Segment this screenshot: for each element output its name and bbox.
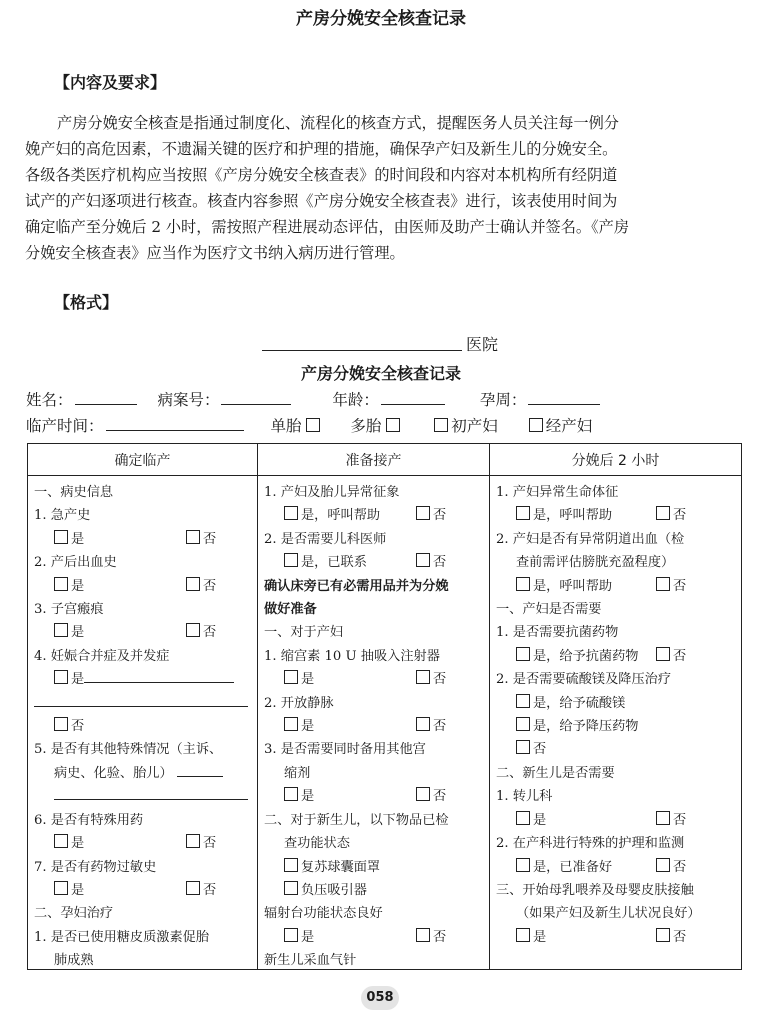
col2-item-suction: 负压吸引器 [264,879,489,902]
col1-q5-cont: 病史、化验、胎儿） [34,762,257,785]
col2-warmer-options [264,926,489,949]
record-no-field[interactable] [221,390,291,405]
c2q2-no-checkbox[interactable] [416,553,430,567]
yes-label: 是 [301,672,315,688]
primipara-checkbox[interactable] [434,418,448,432]
q4-detail-field-2[interactable] [34,694,248,707]
col1-q8-cont: 肺成熟 [54,953,94,969]
header-postpartum-2h: 分娩后 2 小时 [490,444,742,476]
c2q5-no-checkbox[interactable] [416,787,430,801]
section-heading-format: 【格式】 [54,293,119,312]
c3q6-no-checkbox[interactable] [656,858,670,872]
c3q1-yes-checkbox[interactable] [516,506,530,520]
q6-yes-checkbox[interactable] [54,834,68,848]
multiple-fetus-checkbox[interactable] [386,418,400,432]
col3-section-newborn: 二、新生儿是否需要 [496,765,615,781]
warmer-no-checkbox[interactable] [416,928,430,942]
safety-check-table [27,443,742,970]
single-fetus-checkbox[interactable] [306,418,320,432]
col2-q2: 2. 是否需要儿科医师 [264,531,387,547]
page-number: 058 [361,986,399,1010]
col1-section-treatment: 二、孕妇治疗 [34,906,114,922]
col1-q3: 3. 子宫瘢痕 [34,602,104,618]
name-label: 姓名： [26,391,73,409]
multiple-fetus-label: 多胎 [350,417,382,435]
col3-section-breastfeeding-cont: （如果产妇及新生儿状况良好） [516,906,701,922]
col3-q3: 1. 是否需要抗菌药物 [496,625,619,641]
no-label: 否 [673,859,687,875]
col1-q2: 2. 产后出血史 [34,555,117,571]
paragraph-line: 试产的产妇逐项进行核查。核查内容参照《产房分娩安全核查表》进行，该表使用时间为 [25,192,618,211]
yes-label: 是 [71,836,85,852]
intro-paragraph [25,110,745,267]
yes-label: 是 [533,812,547,828]
col1-q4-blank-line [34,692,257,715]
c3q5-no-checkbox[interactable] [656,811,670,825]
col2-q5: 3. 是否需要同时备用其他宫 [264,742,426,758]
bag-mask-checkbox[interactable] [284,858,298,872]
col2-item-bag-mask: 复苏球囊面罩 [264,856,489,879]
hospital-name-field[interactable] [262,350,462,351]
col1-q7-options [34,879,257,902]
no-label: 否 [203,882,217,898]
no-label: 否 [673,812,687,828]
c3q4-no-checkbox[interactable] [516,740,530,754]
col3-q5-options [496,809,741,832]
col1-q3-options [34,621,257,644]
col2-q4-options [264,715,489,738]
col2-section-mother: 一、对于产妇 [264,625,344,641]
labor-info-row [26,414,592,436]
c3q3-no-checkbox[interactable] [656,647,670,661]
col1-q1: 1. 急产史 [34,508,91,524]
no-label: 否 [533,742,547,758]
col1-q4: 4. 妊娠合并症及并发症 [34,648,170,664]
q2-no-checkbox[interactable] [186,577,200,591]
col3-q6: 2. 在产科进行特殊的护理和监测 [496,836,685,852]
no-label: 否 [203,836,217,852]
yes-label: 是 [71,672,85,688]
col3-q2-cont: 查前需评估膀胱充盈程度） [516,555,675,571]
col2-q2-options: 是，已联系 否 [264,551,489,574]
no-label: 否 [673,648,687,664]
column-labor-confirmed [28,476,257,969]
col2-confirm-supplies: 确认床旁已有必需用品并为分娩 [264,578,449,594]
col3-q4-opt-no [496,738,741,761]
col3-q1: 1. 产妇异常生命体征 [496,485,619,500]
col1-q1-options [34,528,257,551]
col2-q3: 1. 缩宫素 10 U 抽吸入注射器 [264,648,440,664]
col3-q4-opt-antihypertensive: 是，给予降压药物 [496,715,741,738]
col1-q6: 6. 是否有特殊用药 [34,812,144,828]
c3q2-no-checkbox[interactable] [656,577,670,591]
name-field[interactable] [75,390,137,405]
col2-section-newborn-cont: 查功能状态 [284,836,350,852]
col1-q5-blank-line [34,785,257,808]
mgso4-checkbox[interactable] [516,694,530,708]
q3-yes-checkbox[interactable] [54,623,68,637]
multipara-checkbox[interactable] [529,418,543,432]
c2q3-yes-checkbox[interactable] [284,670,298,684]
column-postpartum-2h [490,476,741,969]
page-title: 产房分娩安全核查记录 [296,9,466,29]
c3q2-yes-checkbox[interactable] [516,577,530,591]
col1-q7: 7. 是否有药物过敏史 [34,859,157,875]
q5-detail-field[interactable] [177,764,223,777]
col2-item-warmer: 辐射台功能状态良好 [264,906,383,922]
no-label: 否 [433,555,447,571]
breastfeeding-no-checkbox[interactable] [656,928,670,942]
col3-q1-options: 是，呼叫帮助 否 [496,504,741,527]
q2-yes-checkbox[interactable] [54,577,68,591]
col2-q4: 2. 开放静脉 [264,695,334,711]
col1-q6-options [34,832,257,855]
paragraph-line: 娩产妇的高危因素，不遗漏关键的医疗和护理的措施，确保孕产妇及新生儿的分娩安全。 [25,140,618,159]
q7-no-checkbox[interactable] [186,881,200,895]
col3-q2-options: 是，呼叫帮助 否 [496,575,741,598]
c3q5-yes-checkbox[interactable] [516,811,530,825]
primipara-label: 初产妇 [451,417,498,435]
no-label: 否 [71,719,85,735]
antihypertensive-checkbox[interactable] [516,717,530,731]
col1-q4-no [34,715,257,738]
col3-q5: 1. 转儿科 [496,789,553,805]
col1-q5: 5. 是否有其他特殊情况（主诉、 [34,742,223,758]
age-field[interactable] [381,390,445,405]
c3q3-yes-checkbox[interactable] [516,647,530,661]
gest-week-label: 孕周： [479,391,527,409]
q4-no-checkbox[interactable] [54,717,68,731]
col3-section-mother: 一、产妇是否需要 [496,602,602,618]
c3q6-yes-checkbox[interactable] [516,858,530,872]
col2-q1-options: 是，呼叫帮助 否 [264,504,489,527]
q1-yes-checkbox[interactable] [54,530,68,544]
c2q4-no-checkbox[interactable] [416,717,430,731]
q4-detail-field[interactable] [84,670,234,683]
col2-item-blood-gas-needle: 新生儿采血气针 [264,953,357,969]
col2-section-newborn: 二、对于新生儿，以下物品已检 [264,812,449,828]
no-label: 否 [203,578,217,594]
c2q1-yes-checkbox[interactable] [284,506,298,520]
col3-q3-options: 是，给予抗菌药物 否 [496,645,741,668]
header-labor-confirmed: 确定临产 [28,444,258,476]
c2q5-yes-checkbox[interactable] [284,787,298,801]
c2q2-yes-checkbox[interactable] [284,553,298,567]
yes-label: 是 [71,531,85,547]
no-label: 否 [433,508,447,524]
c2q3-no-checkbox[interactable] [416,670,430,684]
no-label: 否 [433,929,447,945]
col2-confirm-supplies-cont: 做好准备 [264,602,317,618]
col3-q4-opt-mgso4: 是，给予硫酸镁 [496,692,741,715]
c3q1-no-checkbox[interactable] [656,506,670,520]
yes-label: 是 [533,929,547,945]
labor-time-field[interactable] [106,416,244,431]
q4-yes-checkbox[interactable] [54,670,68,684]
no-label: 否 [433,719,447,735]
suction-checkbox[interactable] [284,881,298,895]
col3-q4: 2. 是否需要硫酸镁及降压治疗 [496,672,672,688]
breastfeeding-yes-checkbox[interactable] [516,928,530,942]
q6-no-checkbox[interactable] [186,834,200,848]
col1-q2-options [34,575,257,598]
q7-yes-checkbox[interactable] [54,881,68,895]
no-label: 否 [433,672,447,688]
yes-label: 是 [71,882,85,898]
paragraph-line: 确定临产至分娩后 2 小时，需按照产程进展动态评估，由医师及助产士确认并签名。《产房 [25,218,630,237]
no-label: 否 [673,929,687,945]
col3-q2: 2. 产妇是否有异常阴道出血（检 [496,531,685,547]
gest-week-field[interactable] [528,390,600,405]
yes-label: 是 [301,719,315,735]
warmer-yes-checkbox[interactable] [284,928,298,942]
no-label: 否 [203,625,217,641]
yes-label: 是 [301,789,315,805]
col1-q8: 1. 是否已使用糖皮质激素促胎 [34,929,210,945]
no-label: 否 [203,531,217,547]
patient-info-row [26,388,602,410]
col3-breastfeeding-options [496,926,741,949]
c2q1-no-checkbox[interactable] [416,506,430,520]
single-fetus-label: 单胎 [270,417,302,435]
paragraph-line: 各级各类医疗机构应当按照《产房分娩安全核查表》的时间段和内容对本机构所有经阴道 [25,166,618,185]
record-no-label: 病案号： [157,391,220,409]
paragraph-line: 产房分娩安全核查是指通过制度化、流程化的核查方式，提醒医务人员关注每一例分 [57,114,619,132]
hospital-suffix: 医院 [466,335,499,354]
yes-label: 是 [71,625,85,641]
multipara-label: 经产妇 [545,417,593,435]
yes-label: 是 [301,929,315,945]
col1-section-history: 一、病史信息 [34,485,114,500]
column-prepare-delivery [258,476,489,969]
form-title: 产房分娩安全核查记录 [300,364,461,383]
section-heading-content: 【内容及要求】 [54,73,167,92]
q1-no-checkbox[interactable] [186,530,200,544]
header-prepare-delivery: 准备接产 [258,444,490,476]
col2-q3-options [264,668,489,691]
col1-q4-yes [34,668,257,691]
labor-time-label: 临产时间： [26,417,104,435]
q5-detail-field-2[interactable] [54,787,248,800]
yes-label: 是 [71,578,85,594]
col3-section-breastfeeding: 三、开始母乳喂养及母婴皮肤接触 [496,882,694,898]
col2-q1: 1. 产妇及胎儿异常征象 [264,485,400,500]
col2-q5-cont: 缩剂 [284,765,311,781]
col2-q5-options [264,785,489,808]
c2q4-yes-checkbox[interactable] [284,717,298,731]
age-label: 年龄： [332,391,379,409]
no-label: 否 [433,789,447,805]
paragraph-line: 分娩安全核查表》应当作为医疗文书纳入病历进行管理。 [25,244,405,263]
col3-q6-options: 是，已准备好 否 [496,856,741,879]
no-label: 否 [673,508,687,524]
no-label: 否 [673,578,687,594]
q3-no-checkbox[interactable] [186,623,200,637]
